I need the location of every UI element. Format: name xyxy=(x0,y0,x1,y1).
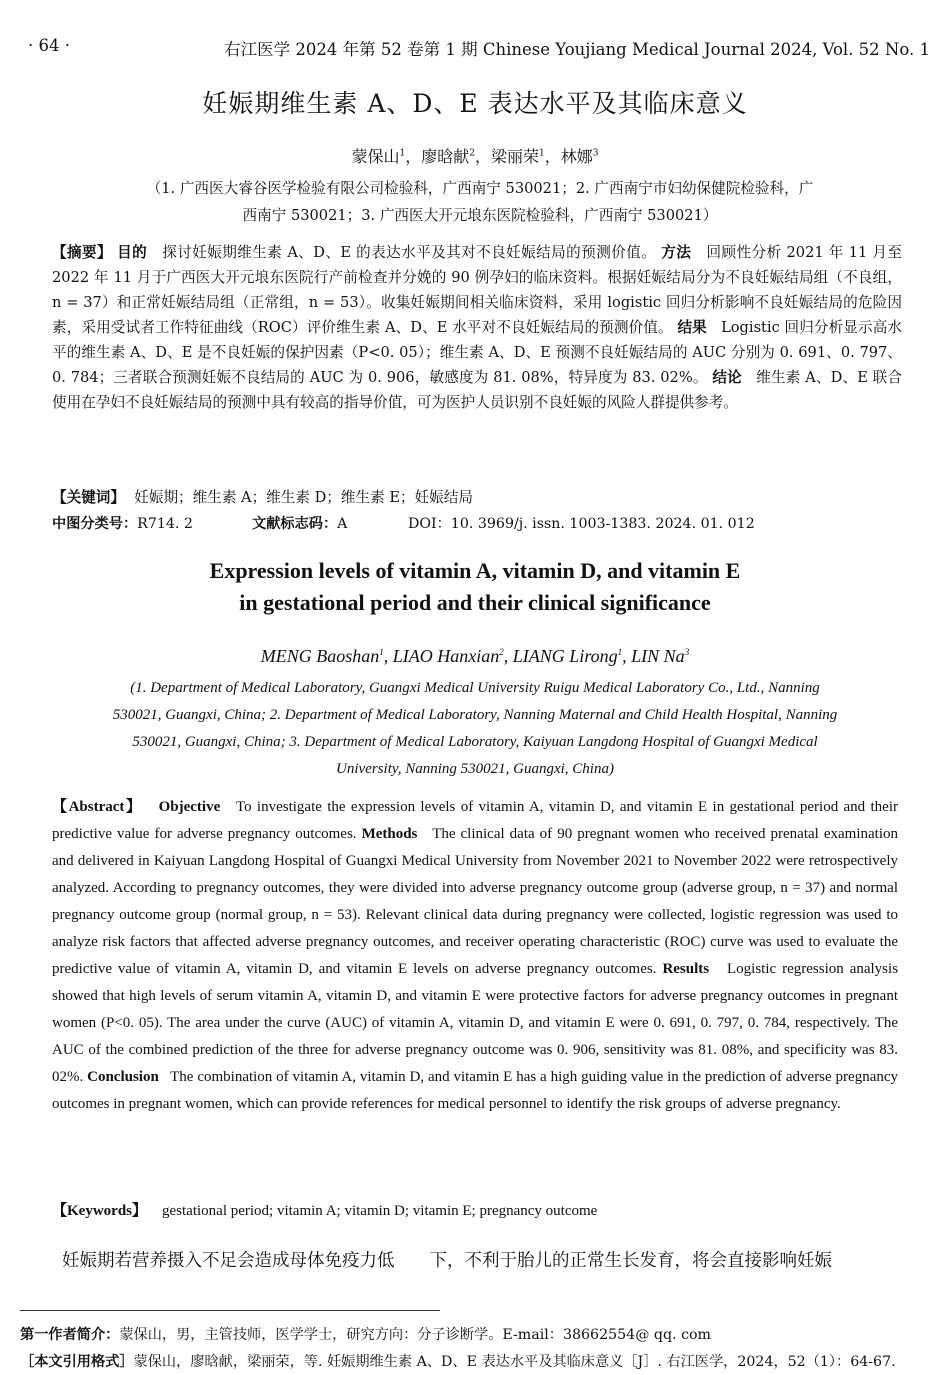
abstract-label: 【摘要】 xyxy=(52,244,113,261)
objective-text-en: To investigate the expression levels of vitamin A, vitamin D, and vitamin E in gestational period and their predictive value for adverse pregnancy outcomes. xyxy=(52,799,899,842)
doi: DOI：10. 3969/j. issn. 1003-1383. 2024. 01. 012 xyxy=(408,516,755,532)
results-text: Logistic 回归分析显示高水平的维生素 A、D、E 是不良妊娠的保护因素（P<0. 05）；维生素 A、D、E 预测不良妊娠结局的 AUC 分别为 0. 691、0. 797、0. 784；三者联合预测妊娠不良结局的 AUC 为 0. 906，敏感度为 81. 08%，特异度为 83. 02%。 xyxy=(52,319,902,386)
authors-english: MENG Baoshan$^1$, LIAO Hanxian$^2$, LIANG Lirong$^1$, LIN Na$^3$ xyxy=(260,646,690,666)
title-chinese: 妊娠期维生素 A、D、E 表达水平及其临床意义 xyxy=(202,89,748,118)
authors-chinese: 蒙保山$^1$，廖晗献$^2$，梁丽荣$^1$，林娜$^3$ xyxy=(351,147,599,166)
abstract-chinese xyxy=(52,240,902,415)
abstract-english xyxy=(52,794,898,1118)
methods-text: 回顾性分析 2021 年 11 月至 2022 年 11 月于广西医大开元埌东医院行产前检查并分娩的 90 例孕妇的临床资料。根据妊娠结局分为不良妊娠结局组（不良组，n = 37）和正常妊娠结局组（正常组，n = 53）。收集妊娠期间相关临床资料，采用 logistic 回归分析影响不良妊娠结局的危险因素，采用受试者工作特征曲线（ROC）评价维生素 A、D、E 水平对不良妊娠结局的预测价值。 xyxy=(52,244,902,336)
body-text-start: 妊娠期若营养摄入不足会造成母体免疫力低 下，不利于胎儿的正常生长发育，将会直接影响妊娠 xyxy=(62,1251,832,1271)
abstract-label-en: 【Abstract】 xyxy=(52,799,143,815)
journal-info: 右江医学 2024 年第 52 卷第 1 期 Chinese Youjiang Medical Journal 2024, Vol. 52 No. 1 xyxy=(224,40,930,59)
affiliations-chinese: （1. 广西医大睿谷医学检验有限公司检验科，广西南宁 530021；2. 广西南宁市妇幼保健院检验科，广西南宁 530021；3. 广西医大开元埌东医院检验科，广西南宁 530021） xyxy=(146,180,814,224)
conclusion-label-en: Conclusion xyxy=(87,1069,159,1085)
conclusion-label: 结论 xyxy=(712,369,742,386)
keywords-english xyxy=(52,1199,597,1220)
conclusion-text-en: The combination of vitamin A, vitamin D, and vitamin E has a high guiding value in the prediction of adverse pregnancy outcomes in pregnant women, which can provide references for medical personnel to identify the risk groups of adverse pregnancy. xyxy=(52,1069,899,1112)
results-label: 结果 xyxy=(677,319,707,336)
keywords-chinese xyxy=(52,486,473,507)
affiliations-english: (1. Department of Medical Laboratory, Guangxi Medical University Ruigu Medical Laboratory Co., Ltd., Nanning 530021, Guangxi, China; 2. Department of Medical Laboratory, Nanning Maternal and Child Health Hospital, Nanning 530021, Guangxi, China; 3. Department of Medical Laboratory, Kaiyuan Langdong Hospital of Guangxi Medical University, Nanning 530021, Guangxi, China) xyxy=(112,680,838,777)
methods-text-en: The clinical data of 90 pregnant women who received prenatal examination and delivered in Kaiyuan Langdong Hospital of Guangxi Medical University from November 2021 to November 2022 were retrospectively analyzed. According to pregnancy outcomes, they were divided into adverse pregnancy outcome group (adverse group, n = 37) and normal pregnancy outcome group (normal group, n = 53). Relevant clinical data during pregnancy were collected, logistic regression was used to analyze risk factors that affected adverse pregnancy outcomes, and receiver operating characteristic (ROC) curve was used to evaluate the predictive value of vitamin A, vitamin D, and vitamin E levels on adverse pregnancy outcomes. xyxy=(52,826,898,977)
keywords-text-en: gestational period; vitamin A; vitamin D; vitamin E; pregnancy outcome xyxy=(162,1203,598,1219)
footnote-citation: ［本文引用格式］蒙保山，廖晗献，梁丽荣，等. 妊娠期维生素 A、D、E 表达水平及其临床意义［J］. 右江医学，2024，52（1）：64-67. xyxy=(20,1354,896,1370)
objective-label-en: Objective xyxy=(158,799,221,815)
results-text-en: Logistic regression analysis showed that high levels of serum vitamin A, vitamin D, and vitamin E were protective factors for adverse pregnancy outcomes in pregnant women (P<0. 05). The area under the curve (AUC) of vitamin A, vitamin D, and vitamin E were 0. 691, 0. 797, 0. 784, respectively. The AUC of the combined prediction of the three for adverse pregnancy outcome was 0. 906, sensitivity was 81. 08%, and specificity was 83. 02%. xyxy=(52,961,899,1085)
footnote-divider xyxy=(20,1310,440,1311)
running-header xyxy=(28,36,930,58)
conclusion-text: 维生素 A、D、E 联合使用在孕妇不良妊娠结局的预测中具有较高的指导价值，可为医护人员识别不良妊娠的风险人群提供参考。 xyxy=(52,369,903,411)
keywords-label: 【关键词】 xyxy=(52,489,125,506)
keywords-label-en: 【Keywords】 xyxy=(52,1203,147,1219)
objective-text: 探讨妊娠期维生素 A、D、E 的表达水平及其对不良妊娠结局的预测价值。 xyxy=(162,244,657,261)
title-english: Expression levels of vitamin A, vitamin D, and vitamin E in gestational period and their clinical significance xyxy=(209,558,741,615)
methods-label-en: Methods xyxy=(361,826,418,842)
results-label-en: Results xyxy=(662,961,710,977)
objective-label: 目的 xyxy=(117,244,148,261)
footnote-author: 第一作者简介：蒙保山，男，主管技师，医学学士，研究方向：分子诊断学。E-mail：38662554@ qq. com xyxy=(20,1327,712,1343)
page-number: · 64 · xyxy=(28,36,70,55)
keywords-text: 妊娠期；维生素 A；维生素 D；维生素 E；妊娠结局 xyxy=(134,489,473,506)
methods-label: 方法 xyxy=(661,244,692,261)
